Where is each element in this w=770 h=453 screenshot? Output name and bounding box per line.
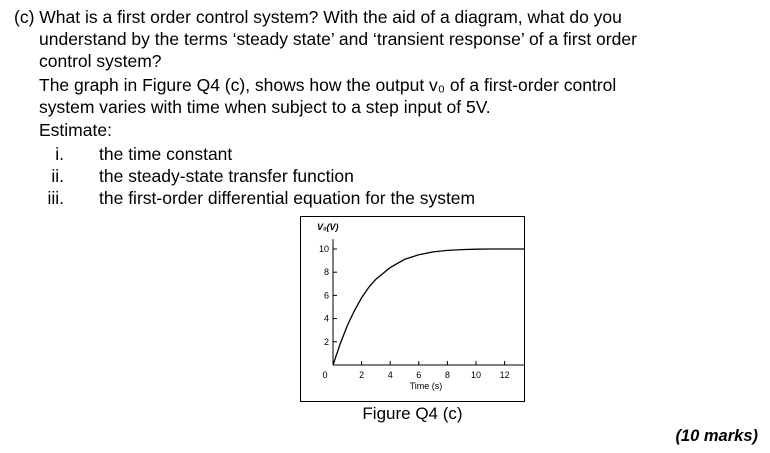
- y-tick-label: 2: [323, 336, 329, 347]
- y-tick-label: 10: [318, 244, 329, 254]
- list-text: the first-order differential equation for the system: [99, 188, 476, 208]
- list-numeral: ii.: [51, 166, 64, 186]
- list-text: the time constant: [99, 144, 233, 164]
- question-line-5: system varies with time when subject to a step input of 5V.: [39, 97, 491, 117]
- x-tick-label: 6: [416, 370, 422, 380]
- question-line-3: control system?: [39, 51, 162, 71]
- list-numeral: iii.: [47, 188, 64, 208]
- x-tick-label: 10: [470, 370, 482, 380]
- estimate-label: Estimate:: [39, 120, 112, 140]
- y-tick-label: 6: [323, 290, 329, 301]
- figure-frame: [300, 216, 525, 402]
- y-tick-label: 4: [323, 313, 329, 324]
- y-tick-label: 8: [323, 267, 329, 278]
- marks-label: (10 marks): [675, 427, 758, 445]
- x-tick-label: 0: [322, 370, 328, 380]
- y-axis-label: V₀(V): [317, 222, 339, 232]
- question-line-2: understand by the terms ‘steady state’ and ‘transient response’ of a first order: [39, 29, 637, 49]
- question-line-1: (c) What is a first order control system? With the aid of a diagram, what do you: [14, 7, 622, 27]
- list-text: the steady-state transfer function: [99, 166, 354, 186]
- x-tick-label: 8: [444, 370, 450, 380]
- question-line-4: The graph in Figure Q4 (c), shows how the output v₀ of a first-order control: [39, 75, 617, 95]
- step-response-chart: [301, 217, 524, 401]
- list-numeral: i.: [55, 144, 64, 164]
- figure-caption: Figure Q4 (c): [362, 404, 463, 423]
- x-tick-label: 4: [387, 370, 393, 380]
- x-axis-label: Time (s): [409, 381, 443, 391]
- x-tick-label: 12: [499, 370, 510, 380]
- response-curve: [333, 249, 524, 365]
- x-tick-label: 2: [359, 370, 365, 380]
